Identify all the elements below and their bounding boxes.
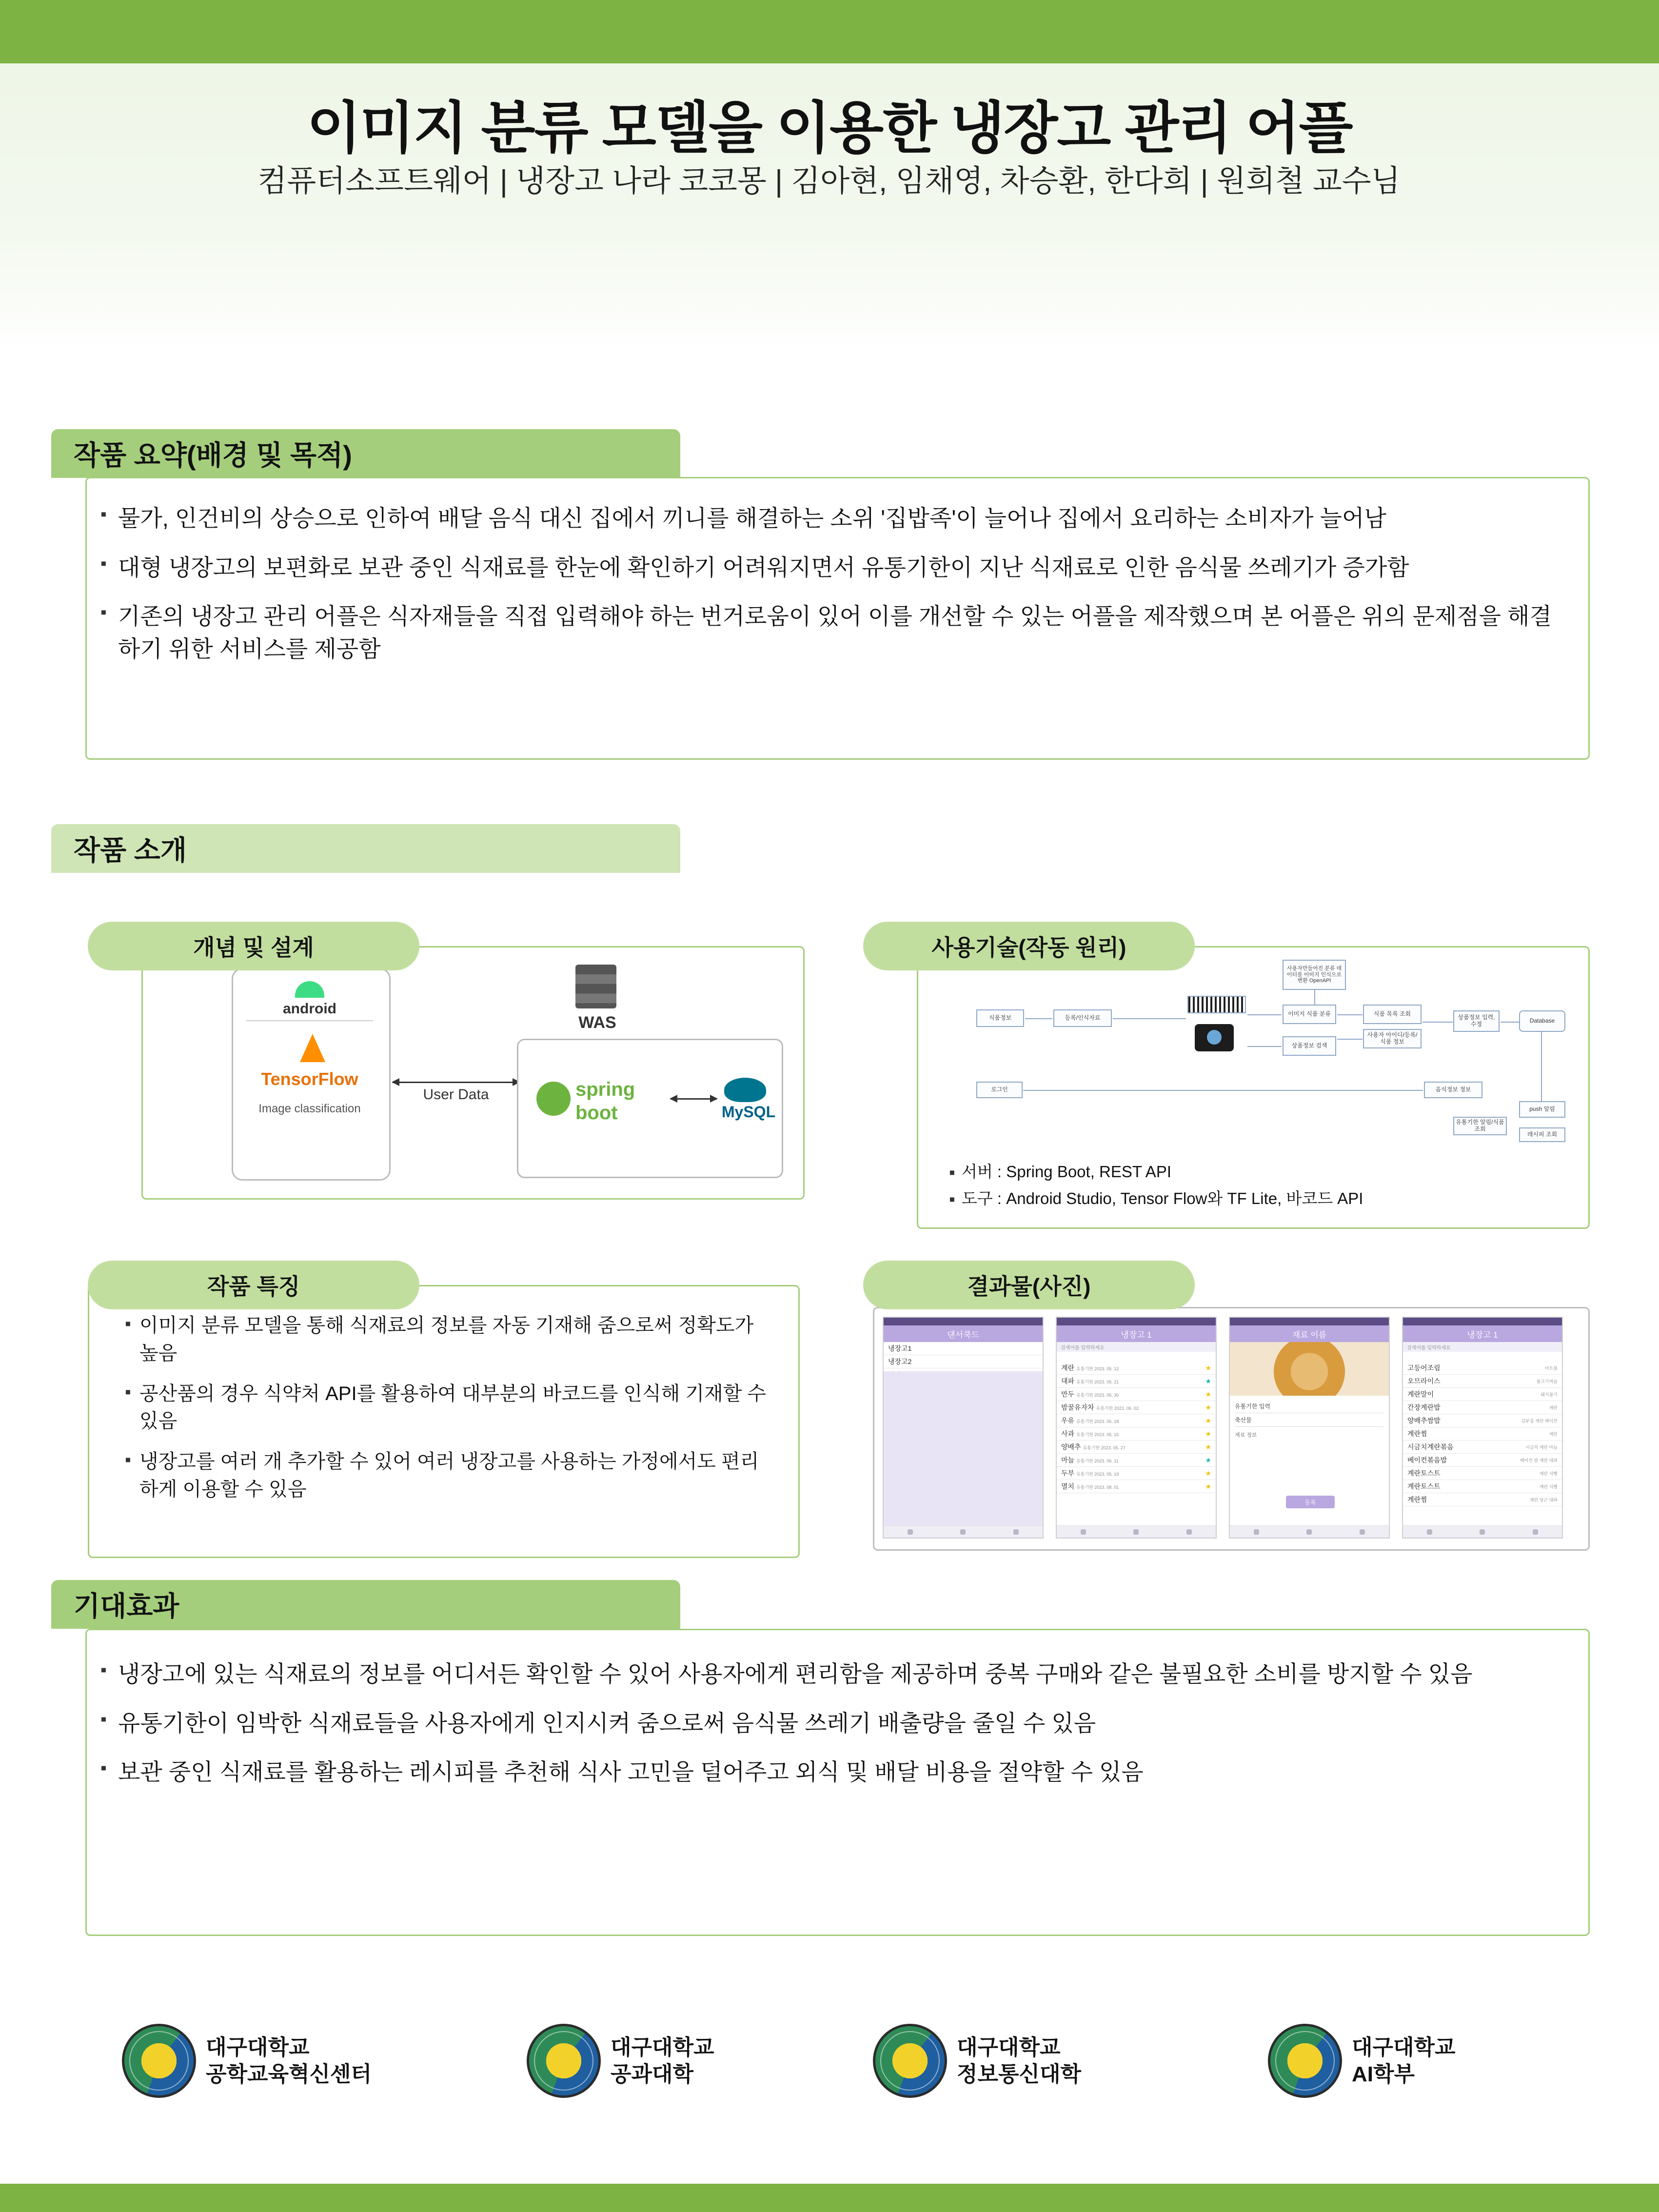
boot-label: boot — [575, 1102, 618, 1124]
flow-connector — [1247, 1046, 1282, 1047]
table-row[interactable] — [1403, 1362, 1562, 1375]
nav-icon[interactable] — [960, 1529, 966, 1535]
user-data-arrow — [393, 1082, 519, 1083]
mysql-icon — [724, 1078, 766, 1102]
item-expiry: 유통기한 2023. 05. 12 — [1076, 1366, 1119, 1371]
flow-node: 사용자만들어진 분류 데이터를 이미지 인식으로 변환 OpenAPI — [1283, 960, 1346, 990]
favorite-star-icon[interactable]: ★ — [1205, 1469, 1211, 1477]
item-name: 계란 — [1061, 1364, 1075, 1372]
table-row[interactable] — [1057, 1414, 1216, 1427]
nav-icon[interactable] — [1081, 1529, 1086, 1535]
flow-node: 레시피 조회 — [1519, 1127, 1565, 1142]
category-field[interactable]: 축산물 — [1235, 1413, 1384, 1427]
tensorflow-label: TensorFlow — [261, 1069, 358, 1089]
list-item: ▪ 유통기한이 임박한 식재료들을 사용자에게 인지시켜 줌으로써 음식물 쓰레기 배출량을 줄일 수 있음 — [98, 1707, 1565, 1740]
empty-area — [884, 1371, 1043, 1526]
recipe-name: 계란토스트 — [1407, 1469, 1441, 1477]
favorite-star-icon[interactable]: ★ — [1205, 1377, 1211, 1385]
nav-icon[interactable] — [1480, 1529, 1485, 1535]
recipe-ingredients: 베이컨 밥 계란 대파 — [1520, 1458, 1558, 1463]
flow-node: 상품정보 입력, 수정 — [1453, 1010, 1500, 1032]
flow-node: 이미지 식품 분류 — [1283, 1005, 1336, 1024]
recipe-name: 계란토스트 — [1407, 1482, 1441, 1490]
status-bar — [1403, 1318, 1562, 1325]
recipe-name: 계란찜 — [1407, 1496, 1427, 1503]
recipe-ingredients: 시금치 계란 마늘 — [1525, 1444, 1558, 1450]
tab-effects: 기대효과 — [51, 1580, 680, 1629]
favorite-star-icon[interactable]: ★ — [1205, 1390, 1211, 1398]
bottom-nav[interactable] — [1057, 1525, 1216, 1538]
tab-tech: 사용기술(작동 원리) — [863, 922, 1195, 970]
flow-node: 음식정보 정보 — [1424, 1082, 1482, 1098]
image-classification-label: Image classification — [258, 1102, 361, 1115]
item-expiry: 유통기한 2023. 05. 30 — [1076, 1393, 1119, 1398]
status-bar — [1230, 1318, 1389, 1325]
bottom-nav[interactable] — [1403, 1525, 1562, 1538]
table-row[interactable] — [1057, 1388, 1216, 1401]
table-row[interactable] — [1403, 1401, 1562, 1414]
was-label: WAS — [578, 1013, 616, 1032]
flow-connector — [1314, 990, 1315, 1005]
concept-diagram — [146, 956, 800, 1195]
flow-connector — [1337, 1039, 1363, 1040]
logo-line1: 대구대학교 — [611, 2035, 714, 2059]
nav-icon[interactable] — [1533, 1529, 1538, 1535]
expiry-field[interactable]: 유통기한 입력 — [1235, 1400, 1384, 1413]
flow-connector — [1541, 1032, 1542, 1101]
recipe-ingredients: 돼지불기 — [1540, 1392, 1558, 1397]
table-row[interactable] — [1403, 1414, 1562, 1427]
screen-add-item[interactable] — [1229, 1317, 1390, 1539]
nav-icon[interactable] — [1013, 1529, 1019, 1535]
item-expiry: 유통기한 2023. 06. 11 — [1076, 1459, 1119, 1463]
item-name: 양배추 — [1061, 1443, 1081, 1451]
table-row[interactable] — [1403, 1375, 1562, 1388]
page-subtitle: 컴퓨터소프트웨어 | 냉장고 나라 코코몽 | 김아현, 임채영, 차승환, 한다희 | 원희철 교수님 — [257, 164, 1401, 198]
table-row[interactable] — [1057, 1467, 1216, 1480]
tech-flowchart — [922, 956, 1585, 1146]
flow-node: 유통기한 알림/식품 조회 — [1453, 1117, 1507, 1135]
flow-node-database: Database — [1519, 1010, 1565, 1032]
features-bullets — [122, 1312, 775, 1516]
status-bar — [1057, 1318, 1216, 1325]
nav-icon[interactable] — [1254, 1529, 1259, 1535]
flow-node: 로그인 — [976, 1082, 1023, 1098]
app-bar-title: 댄서쿡드 — [884, 1325, 1043, 1342]
favorite-star-icon[interactable]: ★ — [1205, 1429, 1211, 1438]
nav-icon[interactable] — [1427, 1529, 1432, 1535]
item-expiry: 유통기한 2023. 05. 15 — [1076, 1432, 1119, 1437]
recipe-rows — [1403, 1362, 1562, 1526]
bottom-nav[interactable] — [1230, 1525, 1389, 1538]
flow-node: push 알림 — [1519, 1101, 1565, 1118]
item-name: 우유 — [1061, 1417, 1075, 1424]
logo-daegu-ict — [873, 2024, 1081, 2098]
recipe-name: 베이컨볶음밥 — [1407, 1456, 1447, 1464]
spring-icon — [536, 1082, 571, 1116]
user-data-label: User Data — [423, 1086, 489, 1103]
flow-node: 식품정보 — [976, 1009, 1024, 1027]
flow-connector — [1113, 1018, 1186, 1019]
nav-icon[interactable] — [1186, 1529, 1192, 1535]
recipe-ingredients: 계란 당근 대파 — [1529, 1497, 1558, 1502]
ingredient-rows — [1057, 1362, 1216, 1526]
university-seal-icon — [873, 2024, 947, 2098]
favorite-star-icon[interactable]: ★ — [1205, 1363, 1211, 1372]
table-row[interactable] — [1057, 1362, 1216, 1375]
top-banner — [0, 0, 1659, 63]
table-row[interactable] — [1057, 1427, 1216, 1441]
list-item: ▪ 공산품의 경우 식약처 API를 활용하여 대부분의 바코드를 인식해 기재할 수 있음 — [122, 1380, 775, 1436]
spring-mysql-arrow — [671, 1098, 717, 1100]
table-row[interactable] — [1403, 1441, 1562, 1454]
university-seal-icon — [1268, 2024, 1342, 2098]
submit-button[interactable]: 등록 — [1286, 1496, 1335, 1508]
recipe-name: 오므라이스 — [1407, 1377, 1441, 1385]
spring-label: spring — [575, 1079, 635, 1100]
table-row[interactable] — [1403, 1388, 1562, 1401]
tab-features: 작품 특징 — [88, 1261, 419, 1309]
favorite-star-icon[interactable]: ★ — [1205, 1403, 1211, 1411]
logo-line2: 공학교육혁신센터 — [206, 2062, 372, 2086]
university-seal-icon — [122, 2024, 196, 2098]
item-name: 밤꿀유자차 — [1061, 1403, 1094, 1411]
logo-line1: 대구대학교 — [206, 2035, 310, 2059]
recipe-ingredients: 계란 식빵 — [1539, 1484, 1558, 1489]
item-expiry: 유통기한 2023. 08. 01 — [1076, 1485, 1119, 1490]
flow-node: 사용자 아이디/등록/식품 정보 — [1363, 1029, 1422, 1048]
recipe-ingredients: 불고기버슬 — [1536, 1379, 1558, 1384]
flow-connector — [1337, 1014, 1363, 1015]
nav-icon[interactable] — [1306, 1529, 1312, 1535]
recipe-name: 계란찜 — [1407, 1430, 1427, 1438]
flow-connector — [1501, 1022, 1519, 1023]
food-photo — [1230, 1342, 1389, 1396]
table-row[interactable] — [1403, 1427, 1562, 1441]
table-row[interactable] — [1403, 1454, 1562, 1467]
university-seal-icon — [527, 2024, 601, 2098]
list-item: ▪ 서버 : Spring Boot, REST API — [946, 1161, 1556, 1184]
favorite-star-icon[interactable]: ★ — [1205, 1456, 1211, 1464]
mysql-label: MySQL — [721, 1103, 776, 1121]
bottom-banner — [0, 2184, 1659, 2212]
table-row[interactable] — [1057, 1375, 1216, 1388]
fridge-name: 냉장고1 — [888, 1344, 912, 1352]
logo-daegu-ai — [1268, 2024, 1456, 2098]
item-expiry: 유통기한 2023. 06. 02 — [1096, 1406, 1139, 1411]
table-row[interactable] — [1057, 1401, 1216, 1414]
flow-node: 등록/인식자료 — [1053, 1009, 1112, 1027]
list-item[interactable] — [884, 1355, 1043, 1368]
logo-daegu-engineering — [527, 2024, 714, 2098]
search-input[interactable]: 검색어를 입력하세요 — [1057, 1342, 1216, 1352]
recipe-ingredients: 미트볼 — [1544, 1365, 1558, 1371]
screen-ingredient-list[interactable] — [1056, 1317, 1217, 1539]
flow-node: 식품 목록 조회 — [1363, 1005, 1422, 1024]
list-item: ▪ 물가, 인건비의 상승으로 인하여 배달 음식 대신 집에서 끼니를 해결하는 소위 '집밥족'이 늘어나 집에서 요리하는 소비자가 늘어남 — [98, 502, 1565, 535]
favorite-star-icon[interactable]: ★ — [1205, 1442, 1211, 1451]
note-label: 재료 정보 — [1235, 1432, 1257, 1438]
list-item: ▪ 보관 중인 식재료를 활용하는 레시피를 추천해 식사 고민을 덜어주고 외식 및 배달 비용을 절약할 수 있음 — [98, 1756, 1565, 1789]
camera-lens-icon — [1207, 1030, 1222, 1045]
app-bar-title: 냉장고 1 — [1057, 1325, 1216, 1342]
fridge-name: 냉장고2 — [888, 1358, 912, 1365]
recipe-name: 시금치계란볶음 — [1407, 1443, 1454, 1451]
flow-connector — [1025, 1018, 1052, 1019]
logo-line2: AI학부 — [1352, 2062, 1415, 2086]
recipe-ingredients: 김부침 계란 베이컨 — [1521, 1418, 1558, 1423]
flow-connector — [1422, 1022, 1453, 1023]
flow-connector — [1247, 1014, 1282, 1015]
tab-summary: 작품 요약(배경 및 목적) — [51, 429, 680, 478]
list-item: ▪ 냉장고에 있는 식재료의 정보를 어디서든 확인할 수 있어 사용자에게 편리함을 제공하며 중복 구매와 같은 불필요한 소비를 방지할 수 있음 — [98, 1658, 1565, 1691]
table-row[interactable] — [1057, 1454, 1216, 1467]
list-item[interactable] — [884, 1342, 1043, 1355]
logo-line1: 대구대학교 — [1352, 2035, 1456, 2059]
list-item: ▪ 냉장고를 여러 개 추가할 수 있어 여러 냉장고를 사용하는 가정에서도 편리하게 이용할 수 있음 — [122, 1448, 775, 1503]
logo-line2: 공과대학 — [611, 2062, 694, 2086]
tab-intro: 작품 소개 — [51, 824, 680, 873]
logo-line2: 정보통신대학 — [957, 2062, 1082, 2086]
recipe-ingredients: 계란 식빵 — [1539, 1471, 1558, 1476]
item-name: 만두 — [1061, 1390, 1075, 1398]
page-title: 이미지 분류 모델을 이용한 냉장고 관리 어플 — [307, 97, 1352, 159]
item-name: 사과 — [1061, 1430, 1075, 1438]
favorite-star-icon[interactable]: ★ — [1205, 1482, 1211, 1490]
list-item: ▪ 대형 냉장고의 보편화로 보관 중인 식재료를 한눈에 확인하기 어려워지면서 유통기한이 지난 식재료로 인한 음식물 쓰레기가 증가함 — [98, 552, 1565, 584]
flow-node: 상품정보 검색 — [1283, 1036, 1336, 1056]
nav-icon[interactable] — [1133, 1529, 1139, 1535]
nav-icon[interactable] — [908, 1529, 913, 1535]
item-expiry: 유통기한 2023. 05. 21 — [1076, 1380, 1119, 1384]
list-item: ▪ 도구 : Android Studio, Tensor Flow와 TF Lite, 바코드 API — [946, 1187, 1556, 1210]
logo-line1: 대구대학교 — [957, 2035, 1061, 2059]
app-bar-title: 냉장고 1 — [1403, 1325, 1562, 1342]
list-item: ▪ 이미지 분류 모델을 통해 식재료의 정보를 자동 기재해 줌으로써 정확도가 높음 — [122, 1312, 775, 1367]
screen-recipe-list[interactable] — [1402, 1317, 1563, 1539]
flow-connector — [1023, 1090, 1423, 1091]
recipe-name: 고등어조림 — [1407, 1364, 1441, 1372]
empty-area — [1230, 1442, 1389, 1526]
status-bar — [884, 1318, 1043, 1325]
recipe-name: 양배추쌈밥 — [1407, 1417, 1441, 1424]
item-name: 마늘 — [1061, 1456, 1075, 1464]
table-row[interactable] — [1403, 1480, 1562, 1493]
item-name: 멸치 — [1061, 1482, 1075, 1490]
tab-results: 결과물(사진) — [863, 1261, 1195, 1309]
table-row[interactable] — [1057, 1441, 1216, 1454]
android-divider — [246, 1020, 373, 1021]
effects-bullets — [98, 1658, 1565, 1805]
server-icon — [575, 965, 616, 1008]
android-label: android — [283, 1001, 336, 1017]
item-name: 두부 — [1061, 1469, 1075, 1477]
search-input[interactable]: 검색어를 입력하세요 — [1403, 1342, 1562, 1352]
item-name: 대파 — [1061, 1377, 1075, 1385]
app-bar-title: 재료 이름 — [1230, 1325, 1389, 1342]
tech-bullets — [946, 1161, 1556, 1214]
summary-bullets — [98, 502, 1565, 682]
recipe-name: 계란말이 — [1407, 1390, 1434, 1398]
tab-concept: 개념 및 설계 — [88, 922, 419, 970]
favorite-star-icon[interactable]: ★ — [1205, 1416, 1211, 1424]
bottom-nav[interactable] — [884, 1525, 1043, 1538]
recipe-ingredients: 계란 — [1549, 1431, 1558, 1437]
item-expiry: 유통기한 2023. 05. 18 — [1076, 1419, 1119, 1424]
table-row[interactable] — [1403, 1493, 1562, 1506]
screen-fridge-list[interactable] — [883, 1317, 1044, 1539]
nav-icon[interactable] — [1360, 1529, 1365, 1535]
tensorflow-icon — [300, 1034, 325, 1062]
recipe-ingredients: 계란 — [1549, 1405, 1558, 1410]
table-row[interactable] — [1403, 1467, 1562, 1480]
item-expiry: 유통기한 2023. 05. 19 — [1076, 1472, 1119, 1477]
table-row[interactable] — [1057, 1480, 1216, 1493]
list-item: ▪ 기존의 냉장고 관리 어플은 식자재들을 직접 입력해야 하는 번거로움이 있어 이를 개선할 수 있는 어플을 제작했으며 본 어플은 위의 문제점을 해결하기 위한 서비스를 제공함 — [98, 600, 1565, 665]
logo-daegu-innovation — [122, 2024, 372, 2098]
recipe-name: 간장계란밥 — [1407, 1403, 1441, 1411]
item-expiry: 유통기한 2023. 05. 27 — [1083, 1445, 1126, 1450]
flow-node-barcode — [1187, 996, 1246, 1013]
